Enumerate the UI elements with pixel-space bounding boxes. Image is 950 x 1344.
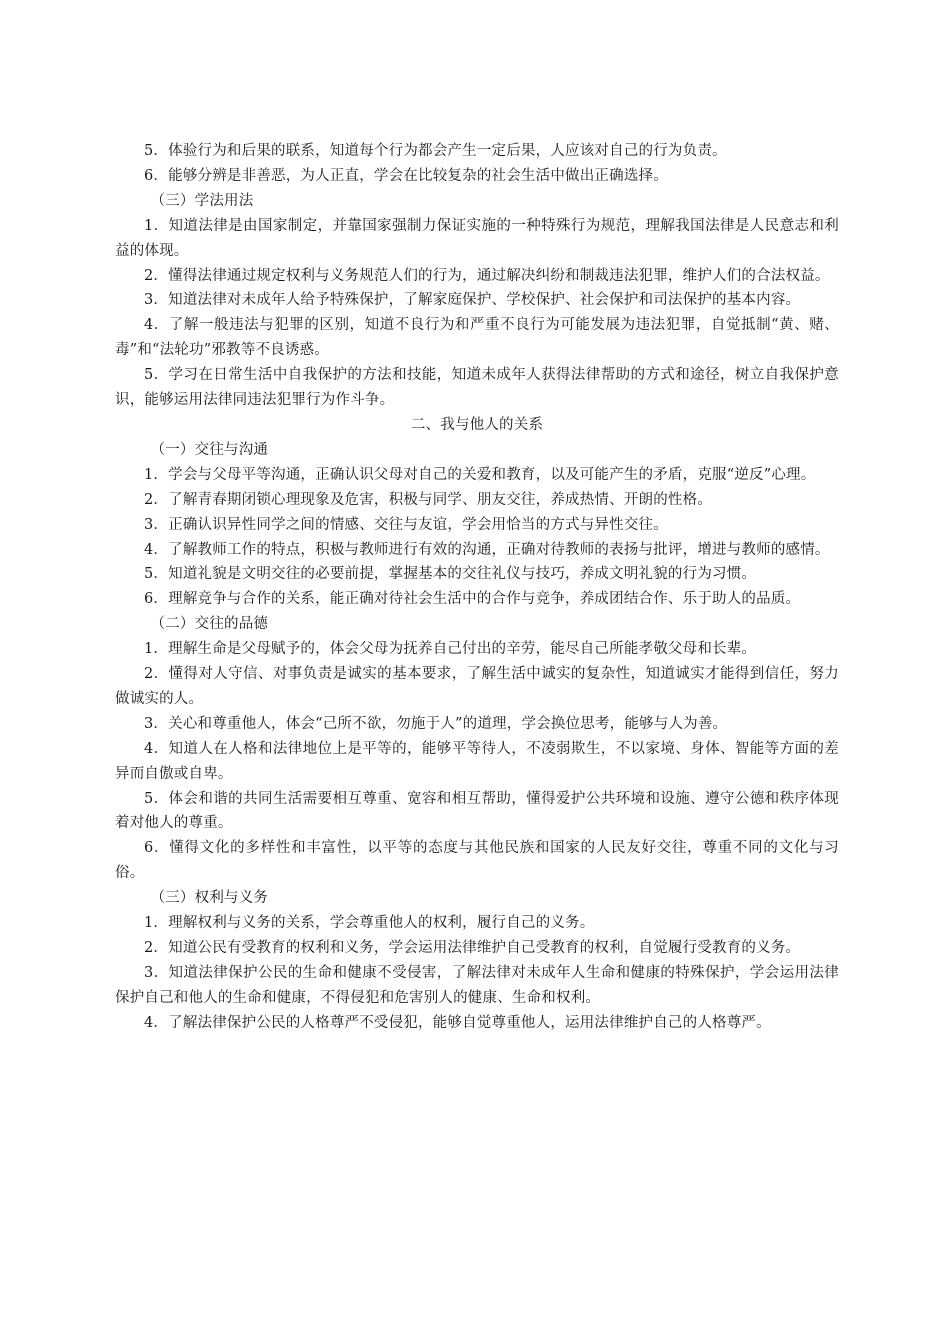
- paragraph-item: 5．学习在日常生活中自我保护的方法和技能，知道未成年人获得法律帮助的方式和途径，树立自我保护意识，能够运用法律同违法犯罪行为作斗争。: [115, 367, 839, 409]
- paragraph-item: 1．学会与父母平等沟通，正确认识父母对自己的关爱和教育，以及可能产生的矛盾，克服“逆反”心理。: [144, 466, 816, 483]
- section-heading: 二、我与他人的关系: [410, 416, 544, 433]
- paragraph-item: 2．懂得对人守信、对事负责是诚实的基本要求，了解生活中诚实的复杂性，知道诚实才能得到信任，努力做诚实的人。: [115, 666, 839, 707]
- subsection-heading: （三）学法用法: [150, 192, 254, 209]
- paragraph-item: 2．了解青春期闭锁心理现象及危害，积极与同学、朋友交往，养成热情、开朗的性格。: [144, 491, 713, 508]
- paragraph-item: 1．知道法律是由国家制定，并靠国家强制力保证实施的一种特殊行为规范，理解我国法律是人民意志和利益的体现。: [115, 217, 839, 259]
- paragraph-item: 5．体验行为和后果的联系，知道每个行为都会产生一定后果，人应该对自己的行为负责。: [144, 143, 727, 159]
- paragraph-item: 6．能够分辨是非善恶，为人正直，学会在比较复杂的社会生活中做出正确选择。: [144, 167, 668, 184]
- paragraph-item: 6．理解竞争与合作的关系，能正确对待社会生活中的合作与竞争，养成团结合作、乐于助人的品质。: [144, 591, 801, 608]
- subsection-heading: （三）权利与义务: [150, 890, 269, 907]
- paragraph-item: 3．正确认识异性同学之间的情感、交往与友谊，学会用恰当的方式与异性交往。: [144, 516, 668, 533]
- paragraph-item: 6．懂得文化的多样性和丰富性，以平等的态度与其他民族和国家的人民友好交往，尊重不同的文化与习俗。: [115, 840, 839, 882]
- paragraph-item: 3．知道法律对未成年人给予特殊保护，了解家庭保护、学校保护、社会保护和司法保护的基本内容。: [144, 292, 801, 309]
- subsection-heading: （二）交往的品德: [150, 616, 269, 633]
- paragraph-item: 2．懂得法律通过规定权利与义务规范人们的行为，通过解决纠纷和制裁违法犯罪，维护人们的合法权益。: [144, 267, 830, 284]
- paragraph-item: 5．体会和谐的共同生活需要相互尊重、宽容和相互帮助，懂得爱护公共环境和设施、遵守公德和秩序体现着对他人的尊重。: [115, 790, 839, 832]
- paragraph-item: 4．了解教师工作的特点，积极与教师进行有效的沟通，正确对待教师的表扬与批评，增进与教师的感情。: [144, 541, 830, 558]
- paragraph-item: 1．理解权利与义务的关系，学会尊重他人的权利，履行自己的义务。: [144, 915, 595, 932]
- subsection-heading: （一）交往与沟通: [150, 441, 269, 458]
- paragraph-item: 1．理解生命是父母赋予的，体会父母为抚养自己付出的辛劳，能尽自己所能孝敬父母和长辈。: [144, 641, 757, 658]
- document-body: [115, 139, 839, 1036]
- paragraph-item: 2．知道公民有受教育的权利和义务，学会运用法律维护自己受教育的权利，自觉履行受教育的义务。: [144, 940, 801, 956]
- paragraph-item: 5．知道礼貌是文明交往的必要前提，掌握基本的交往礼仪与技巧，养成文明礼貌的行为习惯。: [144, 566, 757, 583]
- paragraph-item: 4．了解法律保护公民的人格尊严不受侵犯，能够自觉尊重他人，运用法律维护自己的人格尊严。: [144, 1014, 771, 1031]
- paragraph-item: 4．了解一般违法与犯罪的区别，知道不良行为和严重不良行为可能发展为违法犯罪，自觉抵制“黄、赌、毒”和“法轮功”邪教等不良诱惑。: [115, 317, 839, 359]
- paragraph-item: 3．关心和尊重他人，体会“己所不欲，勿施于人”的道理，学会换位思考，能够与人为善。: [144, 715, 728, 732]
- paragraph-item: 3．知道法律保护公民的生命和健康不受侵害，了解法律对未成年人生命和健康的特殊保护，学会运用法律保护自己和他人的生命和健康，不得侵犯和危害别人的健康、生命和权利。: [115, 964, 839, 1006]
- paragraph-item: 4．知道人在人格和法律地位上是平等的，能够平等待人，不凌弱欺生，不以家境、身体、智能等方面的差异而自傲或自卑。: [115, 740, 839, 782]
